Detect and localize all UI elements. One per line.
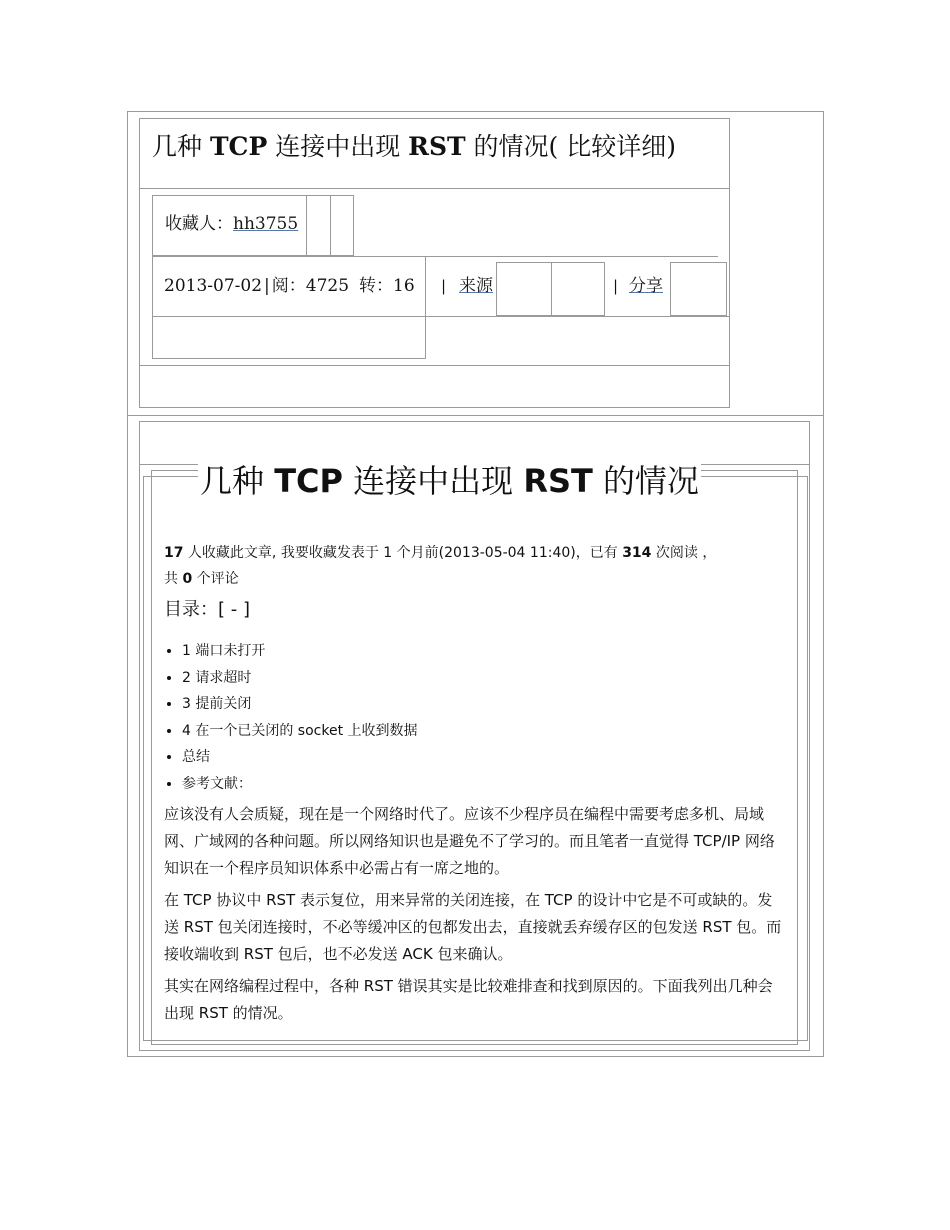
toc-item[interactable]: • 参考文献： xyxy=(182,771,782,798)
toc-label[interactable]: 目录：[ - ] xyxy=(164,599,250,620)
article-meta: 17 人收藏此文章, 我要收藏发表于 1 个月前(2013-05-04 11:40)，已有 314 次阅读 ， 共 0 个评论 xyxy=(164,545,717,587)
paragraph: 其实在网络编程过程中，各种 RST 错误其实是比较难排查和找到原因的。下面我列出几种会出现 RST 的情况。 xyxy=(164,977,773,1022)
collector-cell-2 xyxy=(306,195,331,256)
forwards-label: 转： xyxy=(359,276,394,296)
share-separator: | xyxy=(613,277,619,295)
source-cell-2 xyxy=(551,262,605,316)
toc-item[interactable]: • 2 请求超时 xyxy=(182,665,782,692)
toc-item[interactable]: • 3 提前关闭 xyxy=(182,691,782,718)
collector-info xyxy=(165,212,298,236)
reads-value: 4725 xyxy=(305,276,350,296)
toc-item[interactable]: • 总结 xyxy=(182,744,782,771)
article-title: 几种 TCP 连接中出现 RST 的情况 xyxy=(198,459,701,503)
article-body xyxy=(164,801,786,1027)
post-date: 2013-07-02 xyxy=(164,276,263,296)
collector-link[interactable]: hh3755 xyxy=(233,214,299,234)
toc-list xyxy=(164,638,782,797)
page-title: 几种 TCP 连接中出现 RST 的情况( 比较详细) xyxy=(152,132,677,161)
collector-cell-3 xyxy=(330,195,354,256)
collector-label: 收藏人： xyxy=(165,214,233,234)
header-divider-bottom xyxy=(139,365,730,366)
share-link[interactable]: 分享 xyxy=(629,276,663,296)
reads-label: 阅： xyxy=(271,276,306,296)
share-cell xyxy=(670,262,727,316)
read-count: 314 xyxy=(622,545,652,561)
toc-item[interactable]: • 1 端口未打开 xyxy=(182,638,782,665)
meta-divider xyxy=(152,316,729,317)
header-divider xyxy=(139,188,730,189)
comment-count: 0 xyxy=(182,571,193,587)
meta-box-left xyxy=(152,256,426,359)
collect-count: 17 xyxy=(164,545,184,561)
paragraph: 应该没有人会质疑，现在是一个网络时代了。应该不少程序员在编程中需要考虑多机、局域网、广域网的各种问题。所以网络知识也是避免不了学习的。而且笔者一直觉得 TCP/IP 网络知识在一个程序员知识体系中必需占有一席之地的。 xyxy=(164,805,775,877)
source-separator: | xyxy=(441,277,447,295)
source-link[interactable]: 来源 xyxy=(459,276,493,296)
meta-info xyxy=(164,274,415,298)
toc-item[interactable]: • 4 在一个已关闭的 socket 上收到数据 xyxy=(182,718,782,745)
meta-top-line xyxy=(426,256,718,257)
paragraph: 在 TCP 协议中 RST 表示复位，用来异常的关闭连接，在 TCP 的设计中它是不可或缺的。发送 RST 包关闭连接时，不必等缓冲区的包都发出去，直接就丢弃缓存区的包发送 RST 包。而接收端收到 RST 包后，也不必发送 ACK 包来确认。 xyxy=(164,891,782,963)
forwards-value: 16 xyxy=(393,276,415,296)
source-cell-1 xyxy=(496,262,552,316)
meta-separator: | xyxy=(264,276,270,296)
